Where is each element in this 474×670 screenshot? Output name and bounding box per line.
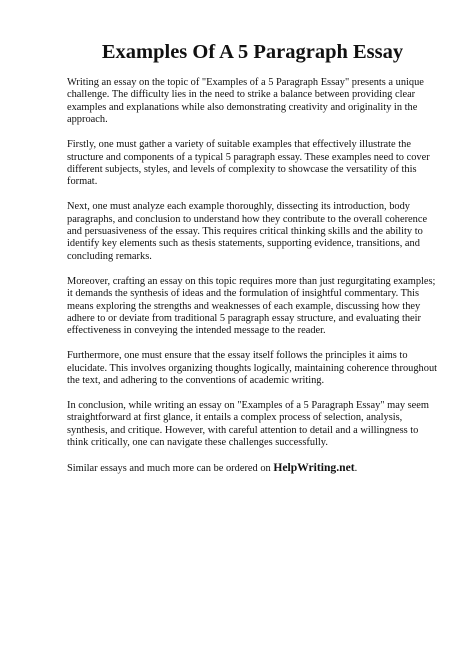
paragraph-next: Next, one must analyze each example thoroughly, dissecting its introduction, body paragraphs, and conclusion to understand how they contribute to the overall coherence and persuasiveness of the essay. This requires critical thinking skills and the ability to identify key elements such as thesis statements, supporting evidence, transitions, and concluding remarks. (67, 201, 428, 262)
site-link[interactable]: HelpWriting.net (273, 461, 355, 475)
page-title: Examples Of A 5 Paragraph Essay (101, 41, 404, 63)
paragraph-conclusion: In conclusion, while writing an essay on "Examples of a 5 Paragraph Essay" may seem straightforward at first glance, it entails a complex process of selection, analysis, synthesis, and critique. However, with careful attention to detail and a willingness to think critically, one can navigate these challenges successfully. (67, 400, 429, 449)
closing-line (67, 462, 438, 475)
paragraph-furthermore: Furthermore, one must ensure that the essay itself follows the principles it aims to elucidate. This involves organizing thoughts logically, maintaining coherence throughout the text, and adhering to the conventions of academic writing. (67, 350, 438, 387)
paragraph-moreover: Moreover, crafting an essay on this topic requires more than just regurgitating examples; it demands the synthesis of ideas and the formulation of insightful commentary. This means exploring the strengths and weaknesses of each example, discussing how they adhere to or deviate from traditional 5 paragraph essay structure, and evaluating their effectiveness in conveying the intended message to the reader. (67, 275, 436, 337)
closing-period: . (354, 463, 358, 475)
paragraph-intro: Writing an essay on the topic of "Examples of a 5 Paragraph Essay" presents a unique challenge. The difficulty lies in the need to strike a balance between providing clear examples and explanations while also demonstrating creativity and originality in the approach. (67, 77, 424, 126)
closing-text: Similar essays and much more can be ordered on (67, 463, 274, 475)
paragraph-firstly: Firstly, one must gather a variety of suitable examples that effectively illustrate the structure and components of a typical 5 paragraph essay. These examples need to cover different subjects, styles, and levels of complexity to showcase the versatility of this format. (67, 139, 430, 188)
